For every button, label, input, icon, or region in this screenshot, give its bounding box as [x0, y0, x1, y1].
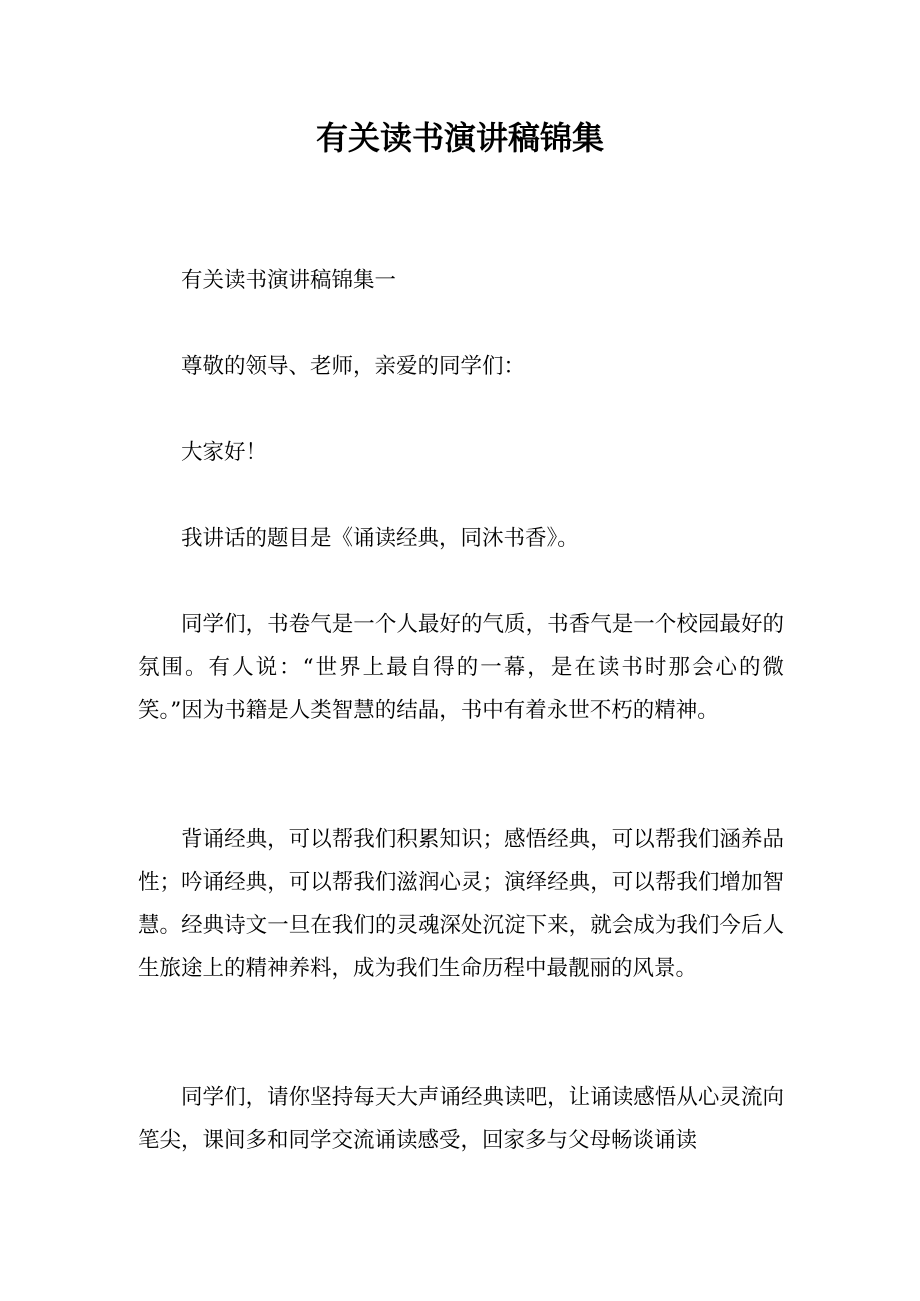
- greeting: 大家好！: [181, 440, 268, 465]
- document-title: 有关读书演讲稿锦集: [315, 119, 604, 157]
- speech-topic: 我讲话的题目是《诵读经典，同沐书香》。: [181, 526, 579, 551]
- paragraph: 背诵经典，可以帮我们积累知识；感悟经典，可以帮我们涵养品性；吟诵经典，可以帮我们滋润心灵；演绎经典，可以帮我们增加智慧。经典诗文一旦在我们的灵魂深处沉淀下来，就会成为我们今后人生旅途上的精神养料，成为我们生命历程中最靓丽的风景。: [138, 827, 784, 981]
- paragraph: 同学们，书卷气是一个人最好的气质，书香气是一个校园最好的氛围。有人说：“世界上最自得的一幕，是在读书时那会心的微笑。”因为书籍是人类智慧的结晶，书中有着永世不朽的精神。: [138, 612, 784, 723]
- section-heading: 有关读书演讲稿锦集一: [181, 268, 397, 293]
- salutation: 尊敬的领导、老师，亲爱的同学们：: [181, 354, 526, 379]
- paragraph: 同学们，请你坚持每天大声诵经典读吧，让诵读感悟从心灵流向笔尖，课间多和同学交流诵读感受，回家多与父母畅谈诵读: [138, 1085, 784, 1153]
